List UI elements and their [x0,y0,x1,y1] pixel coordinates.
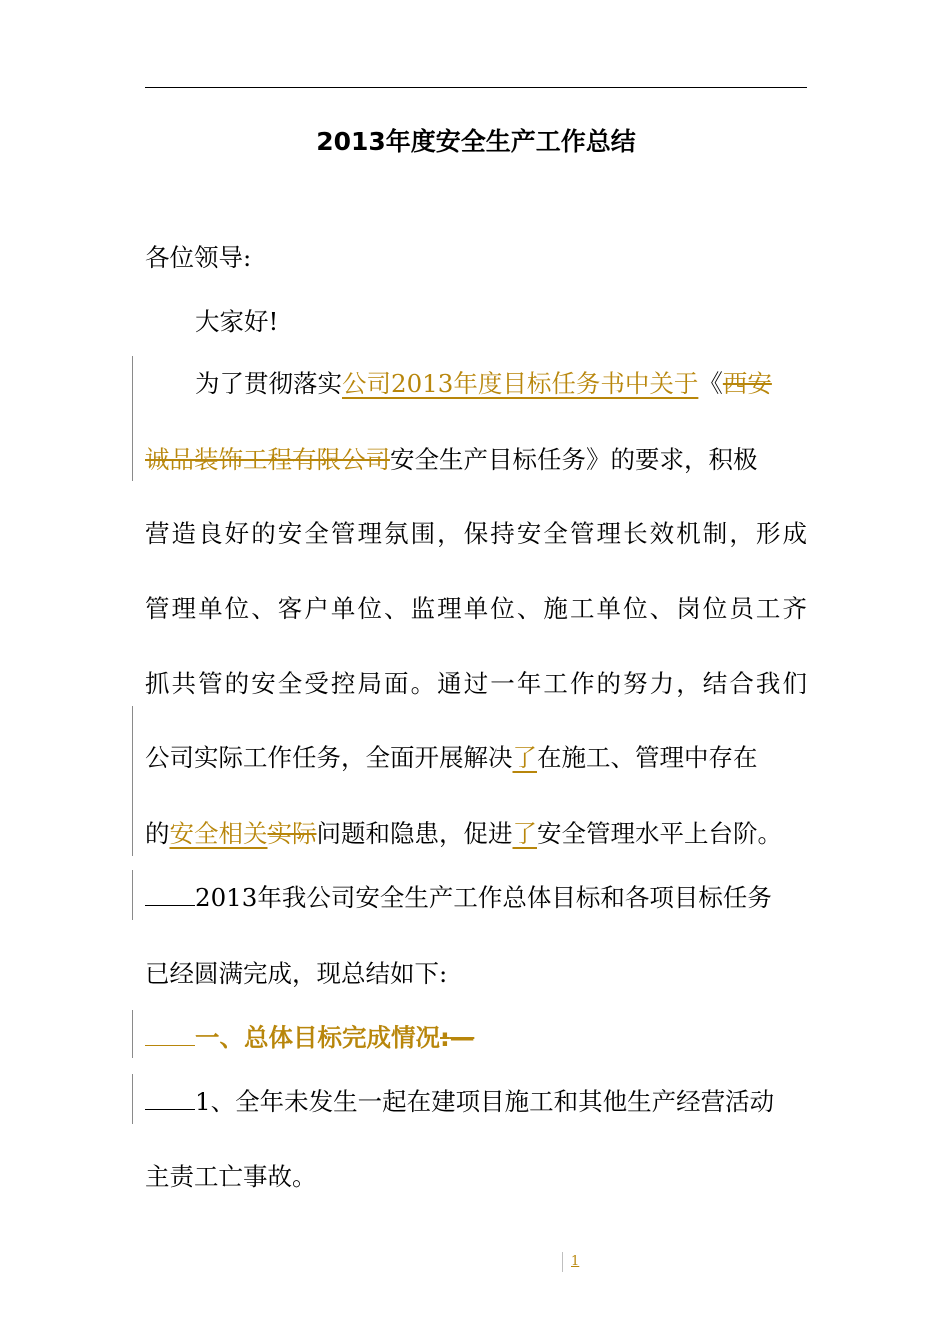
deleted-text: 诚品装饰工程有限公司 [145,445,390,474]
change-bar [132,1074,133,1124]
header-rule [145,87,807,88]
paragraph-2-line-1: 2013年我公司安全生产工作总体目标和各项目标任务 [145,878,772,918]
salutation: 各位领导: [145,243,252,272]
change-bar [132,1010,133,1058]
paragraph-1-line-4: 管理单位、客户单位、监理单位、施工单位、岗位员工齐 [145,594,807,623]
change-bar [132,870,133,920]
paragraph-1-line-7: 的安全相关实际问题和隐患，促进了安全管理水平上台阶。 [145,819,782,848]
page-number: 1 [571,1254,580,1269]
greeting: 大家好! [195,307,279,336]
inserted-text: 安全相关 [169,819,268,848]
indent-placeholder [145,1019,195,1046]
change-bar [132,706,133,856]
paragraph-1-line-3: 营造良好的安全管理氛围，保持安全管理长效机制，形成 [145,519,807,548]
paragraph-2-line-2: 已经圆满完成，现总结如下: [145,959,448,988]
paragraph-1-line-5: 抓共管的安全受控局面。通过一年工作的努力，结合我们 [145,669,807,698]
inserted-text: 公司2013年度目标任务书中关于 [342,369,699,398]
paragraph-1-line-2: 诚品装饰工程有限公司安全生产目标任务》的要求，积极 [145,445,758,474]
deleted-text: 西安 [722,369,772,398]
deleted-text: : [440,1023,450,1052]
item-1-line-2: 主责工亡事故。 [145,1162,317,1191]
item-1-line-1: 1、全年未发生一起在建项目施工和其他生产经营活动 [145,1082,774,1122]
document-title: 2013年度安全生产工作总结 [316,127,636,156]
inserted-text: 了 [512,743,537,772]
paragraph-1-line-6: 公司实际工作任务，全面开展解决了在施工、管理中存在 [145,743,758,772]
paragraph-1-line-1: 为了贯彻落实公司2013年度目标任务书中关于《西安 [195,369,772,398]
footer-separator [562,1252,563,1272]
indent-placeholder [145,1083,195,1110]
inserted-text: 了 [512,819,537,848]
section-heading-1: 一、总体目标完成情况:— [145,1018,474,1058]
deleted-text: 实际 [267,819,317,848]
change-bar [132,356,133,481]
indent-placeholder [145,879,195,906]
